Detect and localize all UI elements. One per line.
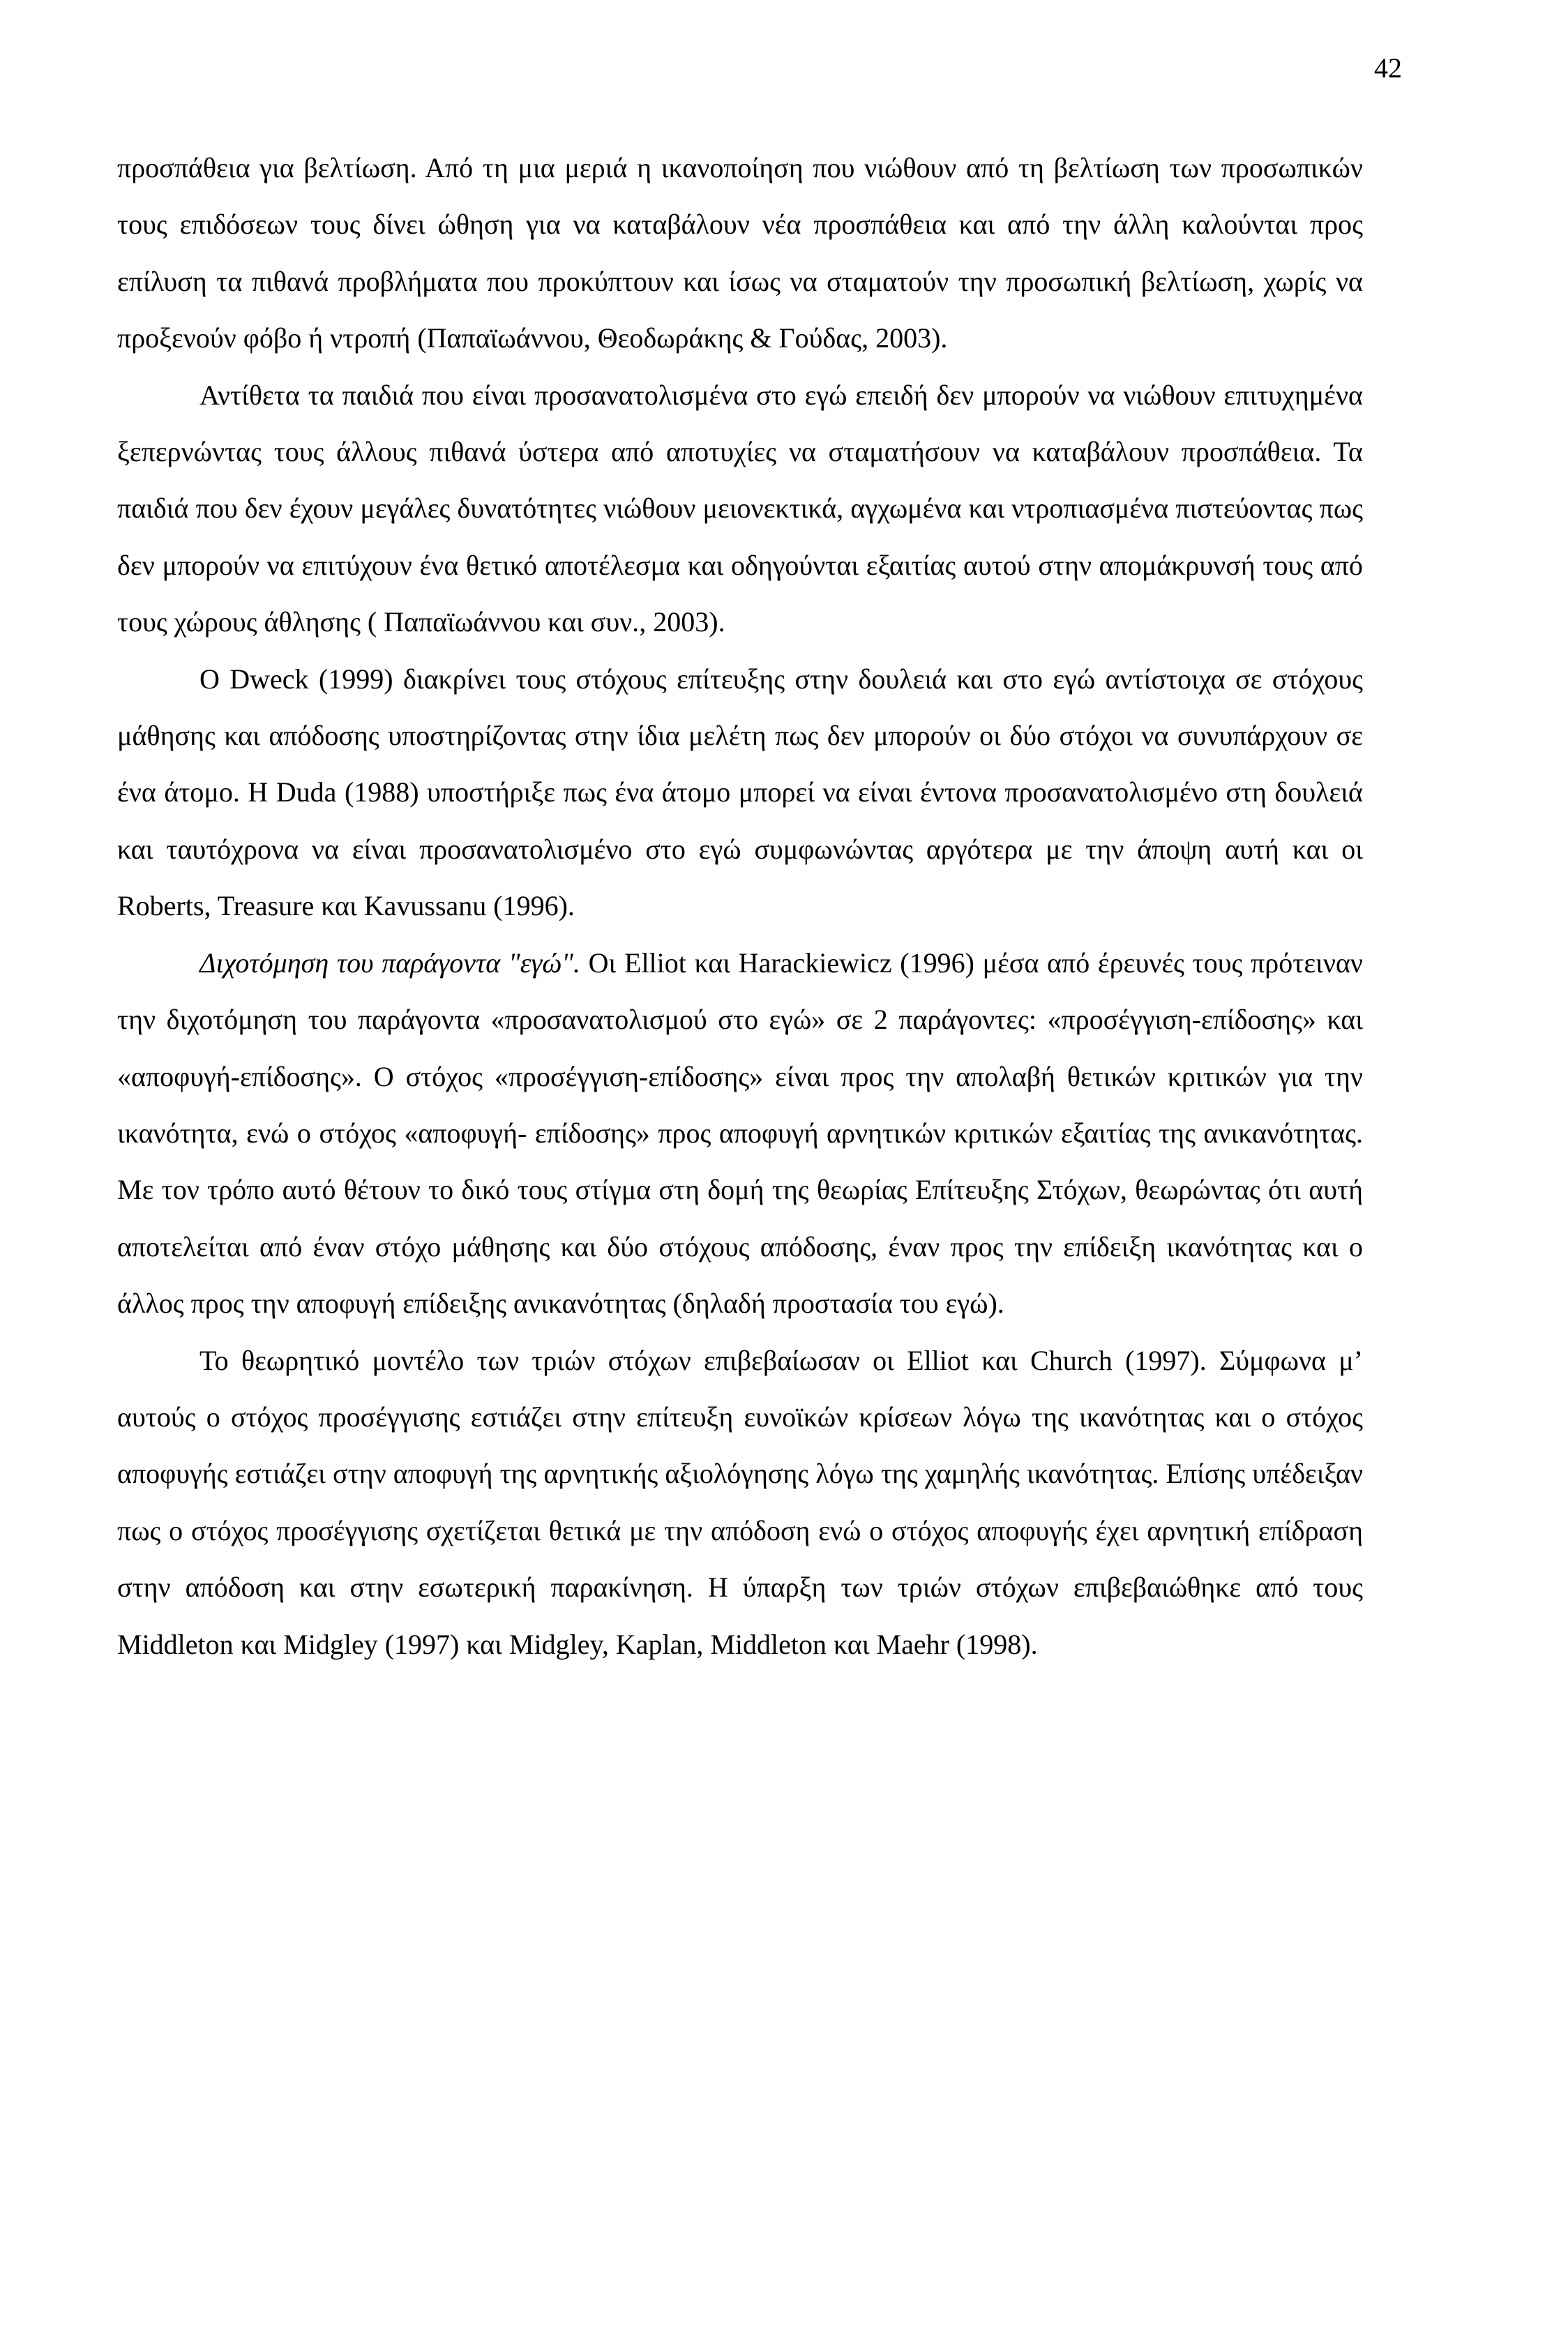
paragraph-dweck: Ο Dweck (1999) διακρίνει τους στόχους επίτευξης στην δουλειά και στο εγώ αντίστοιχα σε στόχους μάθησης και απόδοσης υποστηρίζοντας στην ίδια μελέτη πως δεν μπορούν οι δύο στόχοι να συνυπάρχουν σε ένα άτομο. Η Duda (1988) υποστήριξε πως ένα άτομο μπορεί να είναι έντονα προσανατολισμένο στη δουλειά και ταυτόχρονα να είναι προσανατολισμένο στο εγώ συμφωνώντας αργότερα με την άποψη αυτή και οι Roberts, Treasure και Kavussanu (1996). [117,663,1363,922]
paragraph-continuation: προσπάθεια για βελτίωση. Από τη μια μεριά η ικανοποίηση που νιώθουν από τη βελτίωση των προσωπικών τους επιδόσεων τους δίνει ώθηση για να καταβάλουν νέα προσπάθεια και από την άλλη καλούνται προς επίλυση τα πιθανά προβλήματα που προκύπτουν και ίσως να σταματούν την προσωπική βελτίωση, χωρίς να προξενούν φόβο ή ντροπή (Παπαϊωάννου, Θεοδωράκης & Γούδας, 2003). [117,152,1363,354]
paragraph-ego-dichotomy-text: Οι Elliot και Harackiewicz (1996) μέσα από έρευνές τους πρότειναν την διχοτόμηση του παράγοντα «προσανατολισμού στο εγώ» σε 2 παράγοντες: «προσέγγιση-επίδοσης» και «αποφυγή-επίδοσης». Ο στόχος «προσέγγιση-επίδοσης» είναι προς την απολαβή θετικών κριτικών για την ικανότητα, ενώ ο στόχος «αποφυγή- επίδοσης» προς αποφυγή αρνητικών κριτικών εξαιτίας της ανικανότητας. Με τον τρόπο αυτό θέτουν το δικό τους στίγμα στη δομή της θεωρίας Επίτευξης Στόχων, θεωρώντας ότι αυτή αποτελείται από έναν στόχο μάθησης και δύο στόχους απόδοσης, έναν προς την επίδειξη ικανότητας και ο άλλος προς την αποφυγή επίδειξης ανικανότητας (δηλαδή προστασία του εγώ). [117,947,1364,1320]
paragraph-ego-dichotomy [117,935,1363,1332]
document-body [117,140,1363,1673]
page-number: 42 [1374,52,1402,84]
section-subheading: Διχοτόμηση του παράγοντα "εγώ". [199,947,580,979]
paragraph-ego-orientation: Αντίθετα τα παιδιά που είναι προσανατολισμένα στο εγώ επειδή δεν μπορούν να νιώθουν επιτυχημένα ξεπερνώντας τους άλλους πιθανά ύστερα από αποτυχίες να σταματήσουν να καταβάλουν προσπάθεια. Τα παιδιά που δεν έχουν μεγάλες δυνατότητες νιώθουν μειονεκτικά, αγχωμένα και ντροπιασμένα πιστεύοντας πως δεν μπορούν να επιτύχουν ένα θετικό αποτέλεσμα και οδηγούνται εξαιτίας αυτού στην απομάκρυνσή τους από τους χώρους άθλησης ( Παπαϊωάννου και συν., 2003). [117,379,1363,638]
paragraph-three-goals-model: Το θεωρητικό μοντέλο των τριών στόχων επιβεβαίωσαν οι Elliot και Church (1997). Σύμφωνα μ’ αυτούς ο στόχος προσέγγισης εστιάζει στην επίτευξη ευνοϊκών κρίσεων λόγω της ικανότητας και ο στόχος αποφυγής εστιάζει στην αποφυγή της αρνητικής αξιολόγησης λόγω της χαμηλής ικανότητας. Επίσης υπέδειξαν πως ο στόχος προσέγγισης σχετίζεται θετικά με την απόδοση ενώ ο στόχος αποφυγής έχει αρνητική επίδραση στην απόδοση και στην εσωτερική παρακίνηση. Η ύπαρξη των τριών στόχων επιβεβαιώθηκε από τους Middleton και Midgley (1997) και Midgley, Kaplan, Middleton και Maehr (1998). [117,1344,1363,1660]
